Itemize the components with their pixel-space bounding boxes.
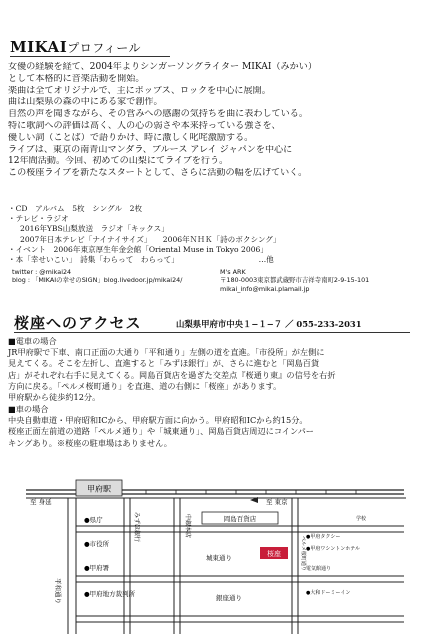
railway-ticks	[146, 490, 356, 494]
contact-line: M's ARK	[220, 268, 246, 276]
taxi-label: ●甲府タクシー	[306, 534, 341, 540]
kofusho-label: ●甲府署	[84, 564, 110, 572]
heiwa-dori-label: 平和通り	[54, 578, 62, 604]
saibansho-label: ●甲府地方裁判所	[84, 590, 136, 598]
profile-title-main: MIKAI	[10, 38, 68, 56]
contact-line: twitter : @mikai24	[12, 268, 72, 276]
okajima-label: 岡島百貨店	[223, 515, 257, 523]
record-line: 2016年YBS山梨放送 ラジオ「キックス」	[20, 224, 169, 234]
car-heading: ■車の場合	[8, 404, 49, 414]
daiwa-label: ●大和ドーミーイン	[306, 590, 351, 596]
ginza-dori-label: 銀座通り	[216, 594, 242, 602]
train-line: 甲府駅から徒歩約12分。	[8, 392, 101, 403]
car-line: 桜座正面左前道の道路「ペルメ通り」や「城東通り」、岡島百貨店周辺にコインパー	[8, 426, 314, 437]
to-minobu-label: 至 身延	[30, 498, 52, 506]
profile-title-underline	[10, 56, 170, 57]
train-heading: ■電車の場合	[8, 336, 57, 346]
bio-line: ライブは、東京の南青山マンダラ、ブルース アレイ ジャパンを中心に	[8, 144, 293, 155]
profile-title-sub: プロフィール	[67, 41, 142, 55]
train-line: 見えてくる。そこを左折し、直進すると「みずほ銀行」が、さらに進むと「岡島百貨	[8, 358, 320, 369]
bio-line: として本格的に音楽活動を開始。	[8, 73, 145, 84]
profile-title	[10, 38, 141, 56]
shiyakusho-label: ●市役所	[84, 540, 110, 548]
chugin-label: 中銀本店	[184, 514, 191, 539]
bio-line: 楽曲は全てオリジナルで、主にポップス、ロックを中心に展開。	[8, 85, 271, 96]
bio-line: 特に歌詞への評価は高く、人の心の弱さや本来持っている強さを、	[8, 120, 281, 131]
record-line: 2007年日本テレビ「ナイナイサイズ」 2006年ＮＨＫ「詩のボクシング」	[20, 234, 281, 244]
denki-dori-label: 電気館通り	[306, 566, 332, 572]
record-line: ・イベント 2006年東京厚生年金会館「Oriental Muse in Tokyo 2006」	[8, 244, 268, 254]
train-section	[8, 336, 420, 403]
access-divider	[14, 332, 410, 333]
sakuraza-label: 桜座	[267, 550, 281, 558]
contact-line: 〒180-0003東京都武蔵野市吉祥寺南町2-9-15-101	[220, 276, 370, 285]
station-label: 甲府駅	[87, 484, 111, 494]
car-line: 中央自動車道・甲府昭和ICから、甲府駅方面に向かう。甲府昭和ICから約15分。	[8, 415, 308, 426]
bio-line: 女優の経験を経て、2004年よりシンガーソングライター MIKAI（みかい）	[8, 62, 317, 72]
washington-hotel-label: ●甲府ワシントンホテル	[306, 546, 360, 552]
to-tokyo-label: 至 東京	[266, 498, 288, 506]
contact-line: mikai_info@mikai.plamail.jp	[220, 284, 310, 293]
kencho-label: ●県庁	[84, 516, 103, 524]
record-line: ・テレビ・ラジオ	[8, 214, 69, 224]
venue-address: 山梨県甲府市中央１−１−７ ／ 055-233-2031	[176, 319, 362, 329]
school-label: 学校	[356, 516, 367, 522]
contact-line: blog : 「MIKAIの幸せのSIGN」blog.livedoor.jp/mikai24/	[12, 276, 183, 285]
profile-records	[8, 204, 420, 265]
joto-dori-label: 城東通り	[206, 554, 232, 562]
contact-left	[12, 268, 182, 285]
train-line: 店」がそれぞれ右手に見えてくる。岡島百貨店を過ぎた交差点『桜通り東』の信号を右折	[8, 369, 336, 380]
bio-line: 曲は山梨県の森の中にある家で創作。	[8, 97, 163, 108]
mizuho-bank-label: みずほ銀行	[133, 512, 140, 543]
car-section	[8, 404, 420, 449]
bio-line: 優しい詞（ことば）で語りかけ、時に激しく叱咤激励する。	[8, 132, 254, 143]
bio-line: 12年間活動。今回、初めての山梨にてライブを行う。	[8, 156, 229, 167]
access-map	[6, 476, 420, 636]
train-lines	[8, 347, 420, 403]
car-line: キングあり。※桜座の駐車場はありません。	[8, 437, 172, 448]
bio-line: 自然の声を聞きながら、その営みへの感謝の気持ちを曲に表わしている。	[8, 109, 308, 120]
car-lines	[8, 415, 420, 449]
profile-bio	[8, 62, 420, 180]
record-line: ・本「幸せいこい」 詩集「わらって わらって」 …他	[8, 255, 274, 265]
perme-dori-label: ペルメ桜町通り	[300, 536, 306, 571]
access-title: 桜座へのアクセス	[14, 314, 142, 332]
contact-right	[220, 268, 369, 293]
record-line: ・CD アルバム 5枚 シングル 2枚	[8, 204, 143, 213]
train-line: 方向に戻る。「ペルメ桜町通り」を直進、道の右側に「桜座」があります。	[8, 380, 282, 391]
train-line: JR甲府駅で下車、南口正面の大通り「平和通り」左側の道を直進。「市役所」が左側に	[8, 347, 325, 358]
bio-line: この桜座ライブを新たなスタートとして、さらに活動の幅を広げていく。	[8, 168, 308, 179]
